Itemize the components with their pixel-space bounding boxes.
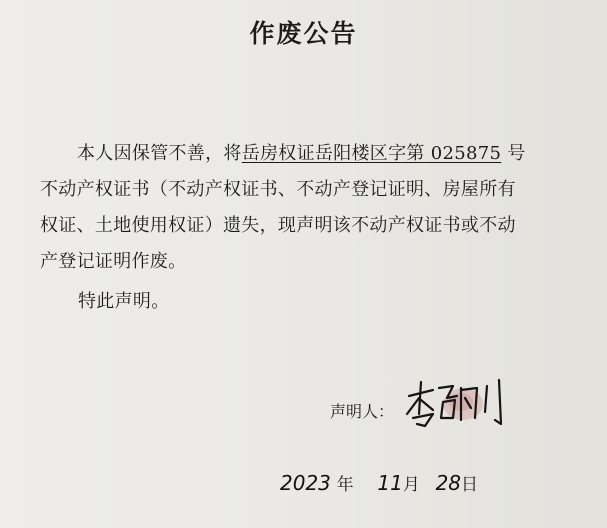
declaration-date [280,470,478,495]
date-day-unit: 日 [461,475,479,495]
body-line-2: 不动产权证书（不动产权证书、不动产登记证明、房屋所有 [40,179,516,200]
date-day: 28 [435,471,462,495]
body-line-1-prefix: 本人因保管不善，将 [77,143,242,164]
notice-body [40,136,580,280]
body-line-3: 权证、土地使用权证）遗失，现声明该不动产权证书或不动 [40,215,516,236]
body-line-1 [40,136,580,172]
date-year: 2023 [280,471,331,495]
declarant-label: 声明人： [330,402,395,421]
date-month-unit: 月 [402,475,420,495]
notice-title: 作废公告 [249,19,358,48]
handwritten-signature [403,374,513,434]
date-year-unit: 年 [336,475,354,495]
closing-statement: 特此声明。 [78,291,170,312]
body-line-1-suffix: 号 [501,143,526,164]
date-month: 11 [377,471,403,495]
body-line-4: 产登记证明作废。 [40,251,187,272]
certificate-number: 岳房权证岳阳楼区字第 025875 [241,143,502,164]
